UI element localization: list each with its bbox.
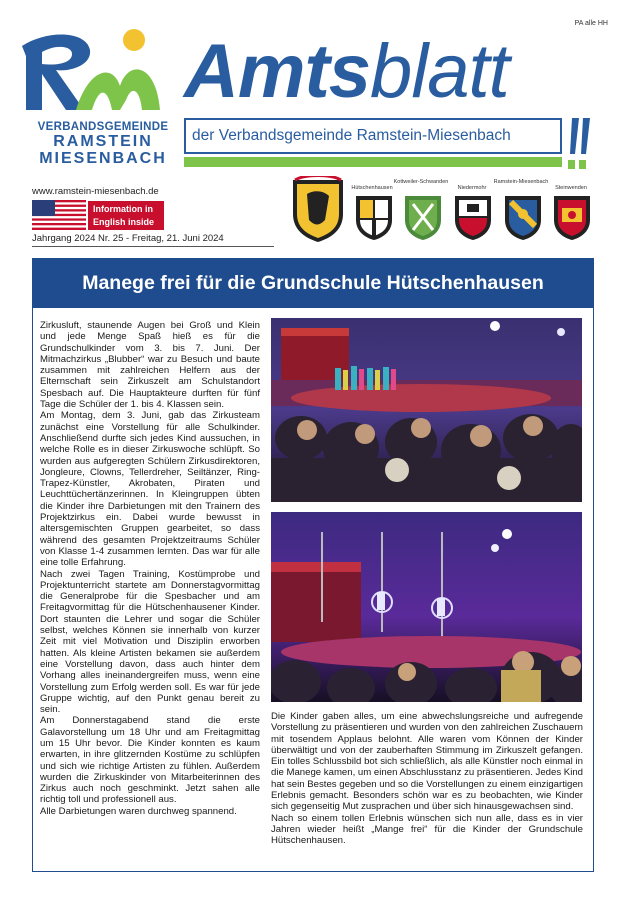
circus-performance-photo-2 <box>271 512 582 702</box>
circus-performance-photo-1 <box>271 318 582 502</box>
subtitle-bar <box>184 118 562 154</box>
article-right-column <box>271 711 583 847</box>
arm-label-kottweiler-schwanden: Kottweiler-Schwanden <box>393 179 449 185</box>
pa-label: PA alle HH <box>574 20 608 27</box>
title-bold: Amts <box>184 29 371 114</box>
ramstein-miesenbach-coat-of-arms-icon <box>503 194 543 242</box>
logo-line1: VERBANDSGEMEINDE <box>37 121 169 133</box>
english-info-badge[interactable] <box>88 201 164 230</box>
headline-band <box>32 258 594 308</box>
logo-text <box>28 121 178 167</box>
niedermohr-coat-of-arms-icon <box>453 194 493 242</box>
english-badge-line2: English inside <box>93 217 155 227</box>
article-left-column <box>40 320 260 817</box>
huetschenhausen-coat-of-arms-icon <box>354 194 394 242</box>
masthead-title <box>184 30 509 114</box>
paragraph: Am Montag, dem 3. Juni, gab das Zirkusteam zunächst eine Vorstellung für alle Schulkinder. Anschließend durfte sich jedes Kind aussuchen, in welche Rolle es in dieser Zirkuswoche schlüpft. So wurden aus aufgeregten Schülern Zirkusdirektoren, Jongleure, Clowns, Tellerdreher, Seiltänzer, Ring-Trapez-Künstler, Akrobaten, Piraten und Leuchttüchertänzerinnen. In Kleingruppen übten die Kinder ihre Darbietungen mit den Trainern des Projektzirkus ein. Dabei wurde bewusst in altersgemischten Gruppen gearbeitet, so dass während des gesamten Projektzeitraums Schüler von Klasse 1-4 zusammen lernten. Das war für alle eine tolle Erfahrung. <box>40 410 260 569</box>
arm-label-ramstein-miesenbach: Ramstein-Miesenbach <box>493 179 549 185</box>
us-flag-icon <box>32 200 86 230</box>
divider <box>32 246 274 247</box>
website-link[interactable]: www.ramstein-miesenbach.de <box>32 186 159 197</box>
paragraph: Alle Darbietungen waren durchweg spannend. <box>40 805 237 817</box>
issue-info: Jahrgang 2024 Nr. 25 - Freitag, 21. Juni 2024 <box>32 233 224 244</box>
title-light: blatt <box>370 29 509 114</box>
paragraph: Am Donnerstagabend stand die erste Galavorstellung um 18 Uhr und am Freitagmittag um 15 Uhr bevor. Die Kinder konnten es kaum erwarten, in ihre glitzernden Kostüme zu schlüpfen und sich wie richtige Artisten zu fühlen. Außerdem wurden die Zirkuskinder von Mitarbeiterinnen des Zirkus auch noch geschminkt. Jetzt sahen alle richtig toll und professionell aus. <box>40 715 260 806</box>
rm-logo-icon <box>16 26 166 116</box>
green-divider <box>184 157 562 167</box>
paragraph: Nach zwei Tagen Training, Kostümprobe und Projektunterricht startete am Donnerstagvormittag die Generalprobe für die Spesbacher und am Freitagvormittag für die Hütschenhausener Kinder. Dort staunten die Lehrer und sogar die Schüler selbst, welches Können sie innerhalb von kurzer Zeit mit viel Motivation und Disziplin erworben hatten. Als kleine Artisten bekamen sie außerdem eine Vorstellung davon, dass auch hinter dem Vorhang alles ineinandergreifen muss, wenn eine Vorstellung zum Erfolg werden soll. Es war für jede Gruppe wichtig, auf den Punkt genau bereit zu sein. <box>40 568 260 716</box>
logo-line3: MIESENBACH <box>39 150 167 167</box>
arm-label-huetschenhausen: Hütschenhausen <box>351 185 393 191</box>
steinwenden-coat-of-arms-icon <box>552 194 592 242</box>
logo-line2: RAMSTEIN <box>53 133 153 150</box>
kottweiler-schwanden-coat-of-arms-icon <box>403 194 443 242</box>
article-headline: Manege frei für die Grundschule Hütschenhausen <box>82 271 544 294</box>
english-badge-line1: Information in <box>93 204 153 214</box>
paragraph: Zirkusluft, staunende Augen bei Groß und Klein und jede Menge Spaß hieß es für die Grundschulkinder vom 3. bis 7. Juni. Der Mitmachzirkus „Blubber“ war zu Besuch und baute zusammen mit zahlreichen Helfern aus der Elternschaft sein Zirkuszelt am Schulstandort Spesbach auf. Die Hauptakteure durften für fünf Tage die Schüler der 1. bis 4. Klassen sein. <box>40 320 260 411</box>
exclamation-marks-icon <box>566 118 594 170</box>
paragraph: Nach so einem tollen Erlebnis wünschen sich nun alle, dass es in vier Jahren wieder heißt „Mange frei“ für die Kinder der Grundschule Hütschenhausen. <box>271 812 583 847</box>
arm-label-niedermohr: Niedermohr <box>457 185 487 191</box>
subtitle: der Verbandsgemeinde Ramstein-Miesenbach <box>192 127 511 144</box>
arm-label-steinwenden: Steinwenden <box>555 185 587 191</box>
paragraph: Die Kinder gaben alles, um eine abwechslungsreiche und aufregende Vorstellung zu präsentieren und wurden von den zahlreichen Zuschauern mit tosendem Applaus belohnt. Alle waren vom Können der Kinder überwältigt und von der zauberhaften Stimmung im Zirkuszelt gefangen. Ein tolles Schlussbild bot sich schließlich, als alle Künstler noch einmal in die Manege kamen, um einen Abschlusstanz zu präsentieren. Jedes Kind hat sein Bestes gegeben und so die Vorstellungen zu einem einzigartigen Erlebnis gemacht. Besonders schön war es zu beobachten, wie Kinder sich gegenseitig Mut zusprachen und über sich hinausgewachsen sind. <box>271 711 584 813</box>
verbandsgemeinde-coat-of-arms-icon <box>289 176 347 244</box>
